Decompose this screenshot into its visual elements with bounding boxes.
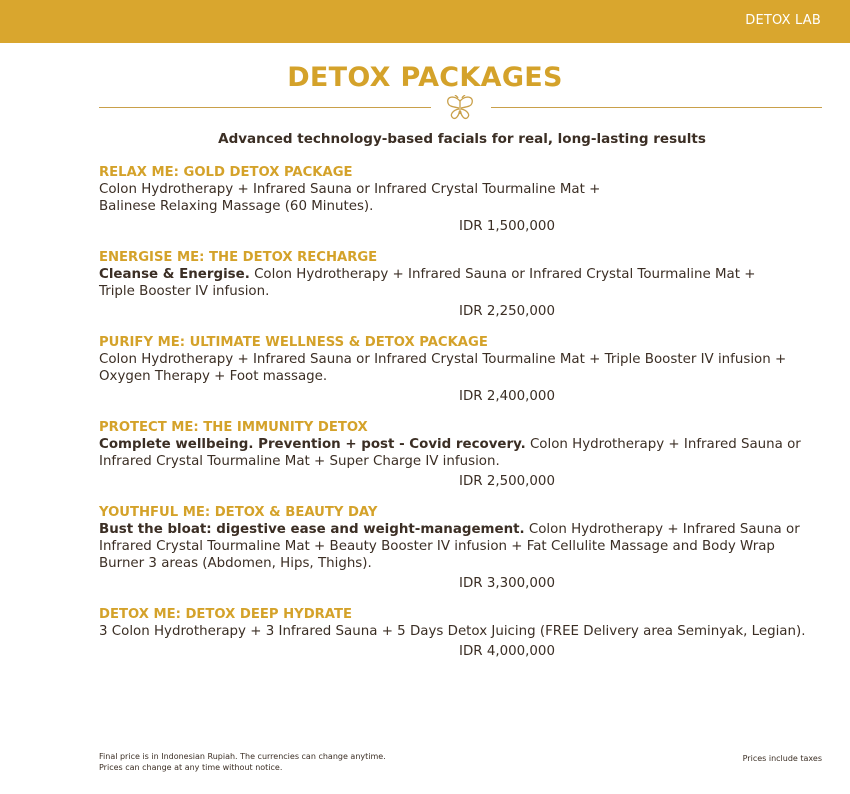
top-banner — [0, 0, 850, 43]
package-title: RELAX ME: GOLD DETOX PACKAGE — [99, 165, 353, 180]
package-title: PROTECT ME: THE IMMUNITY DETOX — [99, 420, 368, 435]
package-energise-me — [99, 249, 834, 320]
package-lead: Complete wellbeing. Prevention + post - Covid recovery. — [99, 437, 526, 452]
package-description: Colon Hydrotherapy + Infrared Sauna or Infrared Crystal Tourmaline Mat + Balinese Relaxing Massage (60 Minutes). — [99, 182, 601, 214]
package-price: IDR 4,000,000 — [459, 644, 555, 659]
package-protect-me — [99, 419, 834, 490]
package-title: YOUTHFUL ME: DETOX & BEAUTY DAY — [99, 505, 378, 520]
package-relax-me — [99, 164, 834, 235]
package-price: IDR 2,250,000 — [459, 304, 555, 319]
package-purify-me — [99, 334, 834, 405]
package-description: Colon Hydrotherapy + Infrared Sauna or Infrared Crystal Tourmaline Mat + Triple Booster IV infusion + Oxygen Therapy + Foot massage. — [99, 352, 787, 384]
package-title: ENERGISE ME: THE DETOX RECHARGE — [99, 250, 378, 265]
package-price: IDR 3,300,000 — [459, 576, 555, 591]
package-description: Cleanse & Energise. Colon Hydrotherapy + Infrared Sauna or Infrared Crystal Tourmaline Mat + Triple Booster IV infusion. — [99, 267, 756, 299]
divider-left — [99, 107, 431, 108]
package-detox-me — [99, 606, 834, 660]
package-lead: Bust the bloat: digestive ease and weight-management. — [99, 522, 525, 537]
package-title: DETOX ME: DETOX DEEP HYDRATE — [99, 607, 352, 622]
footer-note-notice: Prices can change at any time without notice. — [99, 762, 283, 772]
package-youthful-me — [99, 504, 834, 592]
package-description: Complete wellbeing. Prevention + post - Covid recovery. Colon Hydrotherapy + Infrared Sauna or Infrared Crystal Tourmaline Mat + Super Charge IV infusion. — [99, 437, 801, 469]
page-subtitle: Advanced technology-based facials for real, long-lasting results — [218, 131, 706, 147]
package-title: PURIFY ME: ULTIMATE WELLNESS & DETOX PACKAGE — [99, 335, 488, 350]
footer-notes — [99, 752, 386, 773]
page-title: DETOX PACKAGES — [287, 62, 563, 93]
package-price: IDR 2,400,000 — [459, 389, 555, 404]
package-price: IDR 2,500,000 — [459, 474, 555, 489]
footer-taxes: Prices include taxes — [742, 754, 822, 763]
divider-right — [491, 107, 822, 108]
package-description: Bust the bloat: digestive ease and weight-management. Colon Hydrotherapy + Infrared Sauna or Infrared Crystal Tourmaline Mat + Beauty Booster IV infusion + Fat Cellulite Massage and Body Wrap Burner 3 areas (Abdomen, Hips, Thighs). — [99, 522, 800, 571]
butterfly-ornament-icon — [441, 95, 479, 121]
package-description: 3 Colon Hydrotherapy + 3 Infrared Sauna + 5 Days Detox Juicing (FREE Delivery area Seminyak, Legian). — [99, 624, 806, 639]
package-price: IDR 1,500,000 — [459, 219, 555, 234]
footer-note-currency: Final price is in Indonesian Rupiah. The currencies can change anytime. — [99, 752, 386, 761]
package-lead: Cleanse & Energise. — [99, 267, 250, 282]
brand-label: DETOX LAB — [745, 13, 821, 28]
